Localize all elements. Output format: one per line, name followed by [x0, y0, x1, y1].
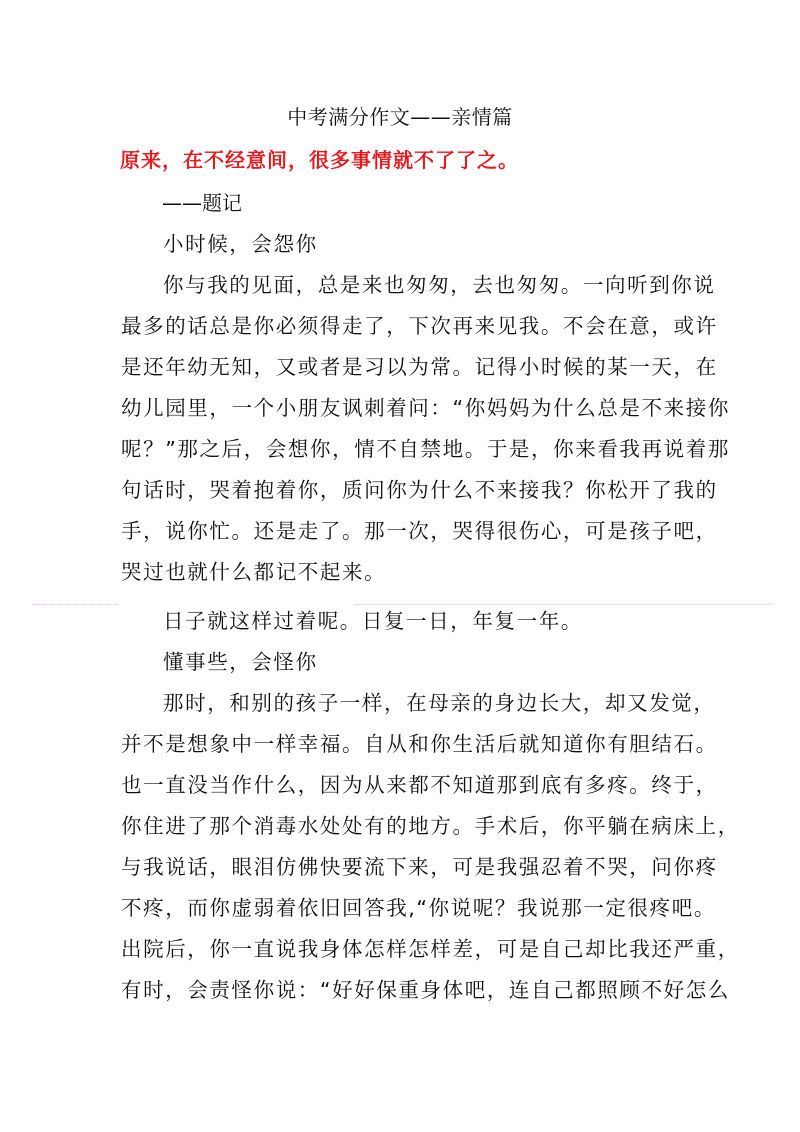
page-break-divider-right: [355, 604, 772, 605]
section-2-heading: 懂事些，会怪你: [163, 650, 318, 674]
section-1: [121, 230, 730, 599]
paragraph-line: 句话时，哭着抱着你，质问你为什么不来接我？你松开了我的: [121, 478, 718, 502]
paragraph-line: 不疼，而你虚弱着依旧回答我,“你说呢？我说那一定很疼吧。: [121, 896, 716, 920]
page-break-divider-left: [32, 604, 118, 605]
paragraph-line: 幼儿园里，一个小朋友讽刺着问：“你妈妈为什么总是不来接你: [121, 396, 730, 420]
paragraph-line: 最多的话总是你必须得走了，下次再来见我。不会在意，或许: [121, 314, 718, 338]
paragraph-line: 出院后，你一直说我身体怎样怎样差，可是自己却比我还严重，: [121, 937, 740, 961]
transition-line: 日子就这样过着呢。日复一日，年复一年。: [163, 609, 583, 633]
paragraph-line: 也一直没当作什么，因为从来都不知道那到底有多疼。终于，: [121, 773, 718, 797]
epigraph: 原来，在不经意间，很多事情就不了了之。: [120, 148, 519, 172]
paragraph-line: 并不是想象中一样幸福。自从和你生活后就知道你有胆结石。: [121, 732, 718, 756]
paragraph-line: 哭过也就什么都记不起来。: [121, 560, 387, 584]
paragraph-line: 手，说你忙。还是走了。那一次，哭得很伤心，可是孩子吧，: [121, 519, 718, 543]
paragraph-line: 有时，会责怪你说：“好好保重身体吧，连自己都照顾不好怎么: [121, 978, 730, 1002]
paragraph-line: 你住进了那个消毒水处处有的地方。手术后，你平躺在病床上，: [121, 814, 740, 838]
essay-title: 中考满分作文——亲情篇: [287, 105, 513, 129]
paragraph-line: 那时，和别的孩子一样，在母亲的身边长大，却又发觉，: [163, 691, 716, 715]
paragraph-line: 与我说话，眼泪仿佛快要流下来，可是我强忍着不哭，问你疼: [121, 855, 718, 879]
section-1-heading: 小时候，会怨你: [163, 232, 318, 256]
epigraph-signature: ——题记: [162, 191, 242, 215]
paragraph-line: 是还年幼无知，又或者是习以为常。记得小时候的某一天，在: [121, 355, 718, 379]
paragraph-line: 你与我的见面，总是来也匆匆，去也匆匆。一向听到你说: [163, 273, 716, 297]
paragraph-line: 呢？”那之后，会想你，情不自禁地。于是，你来看我再说着那: [121, 437, 730, 461]
section-2: [121, 607, 740, 1017]
